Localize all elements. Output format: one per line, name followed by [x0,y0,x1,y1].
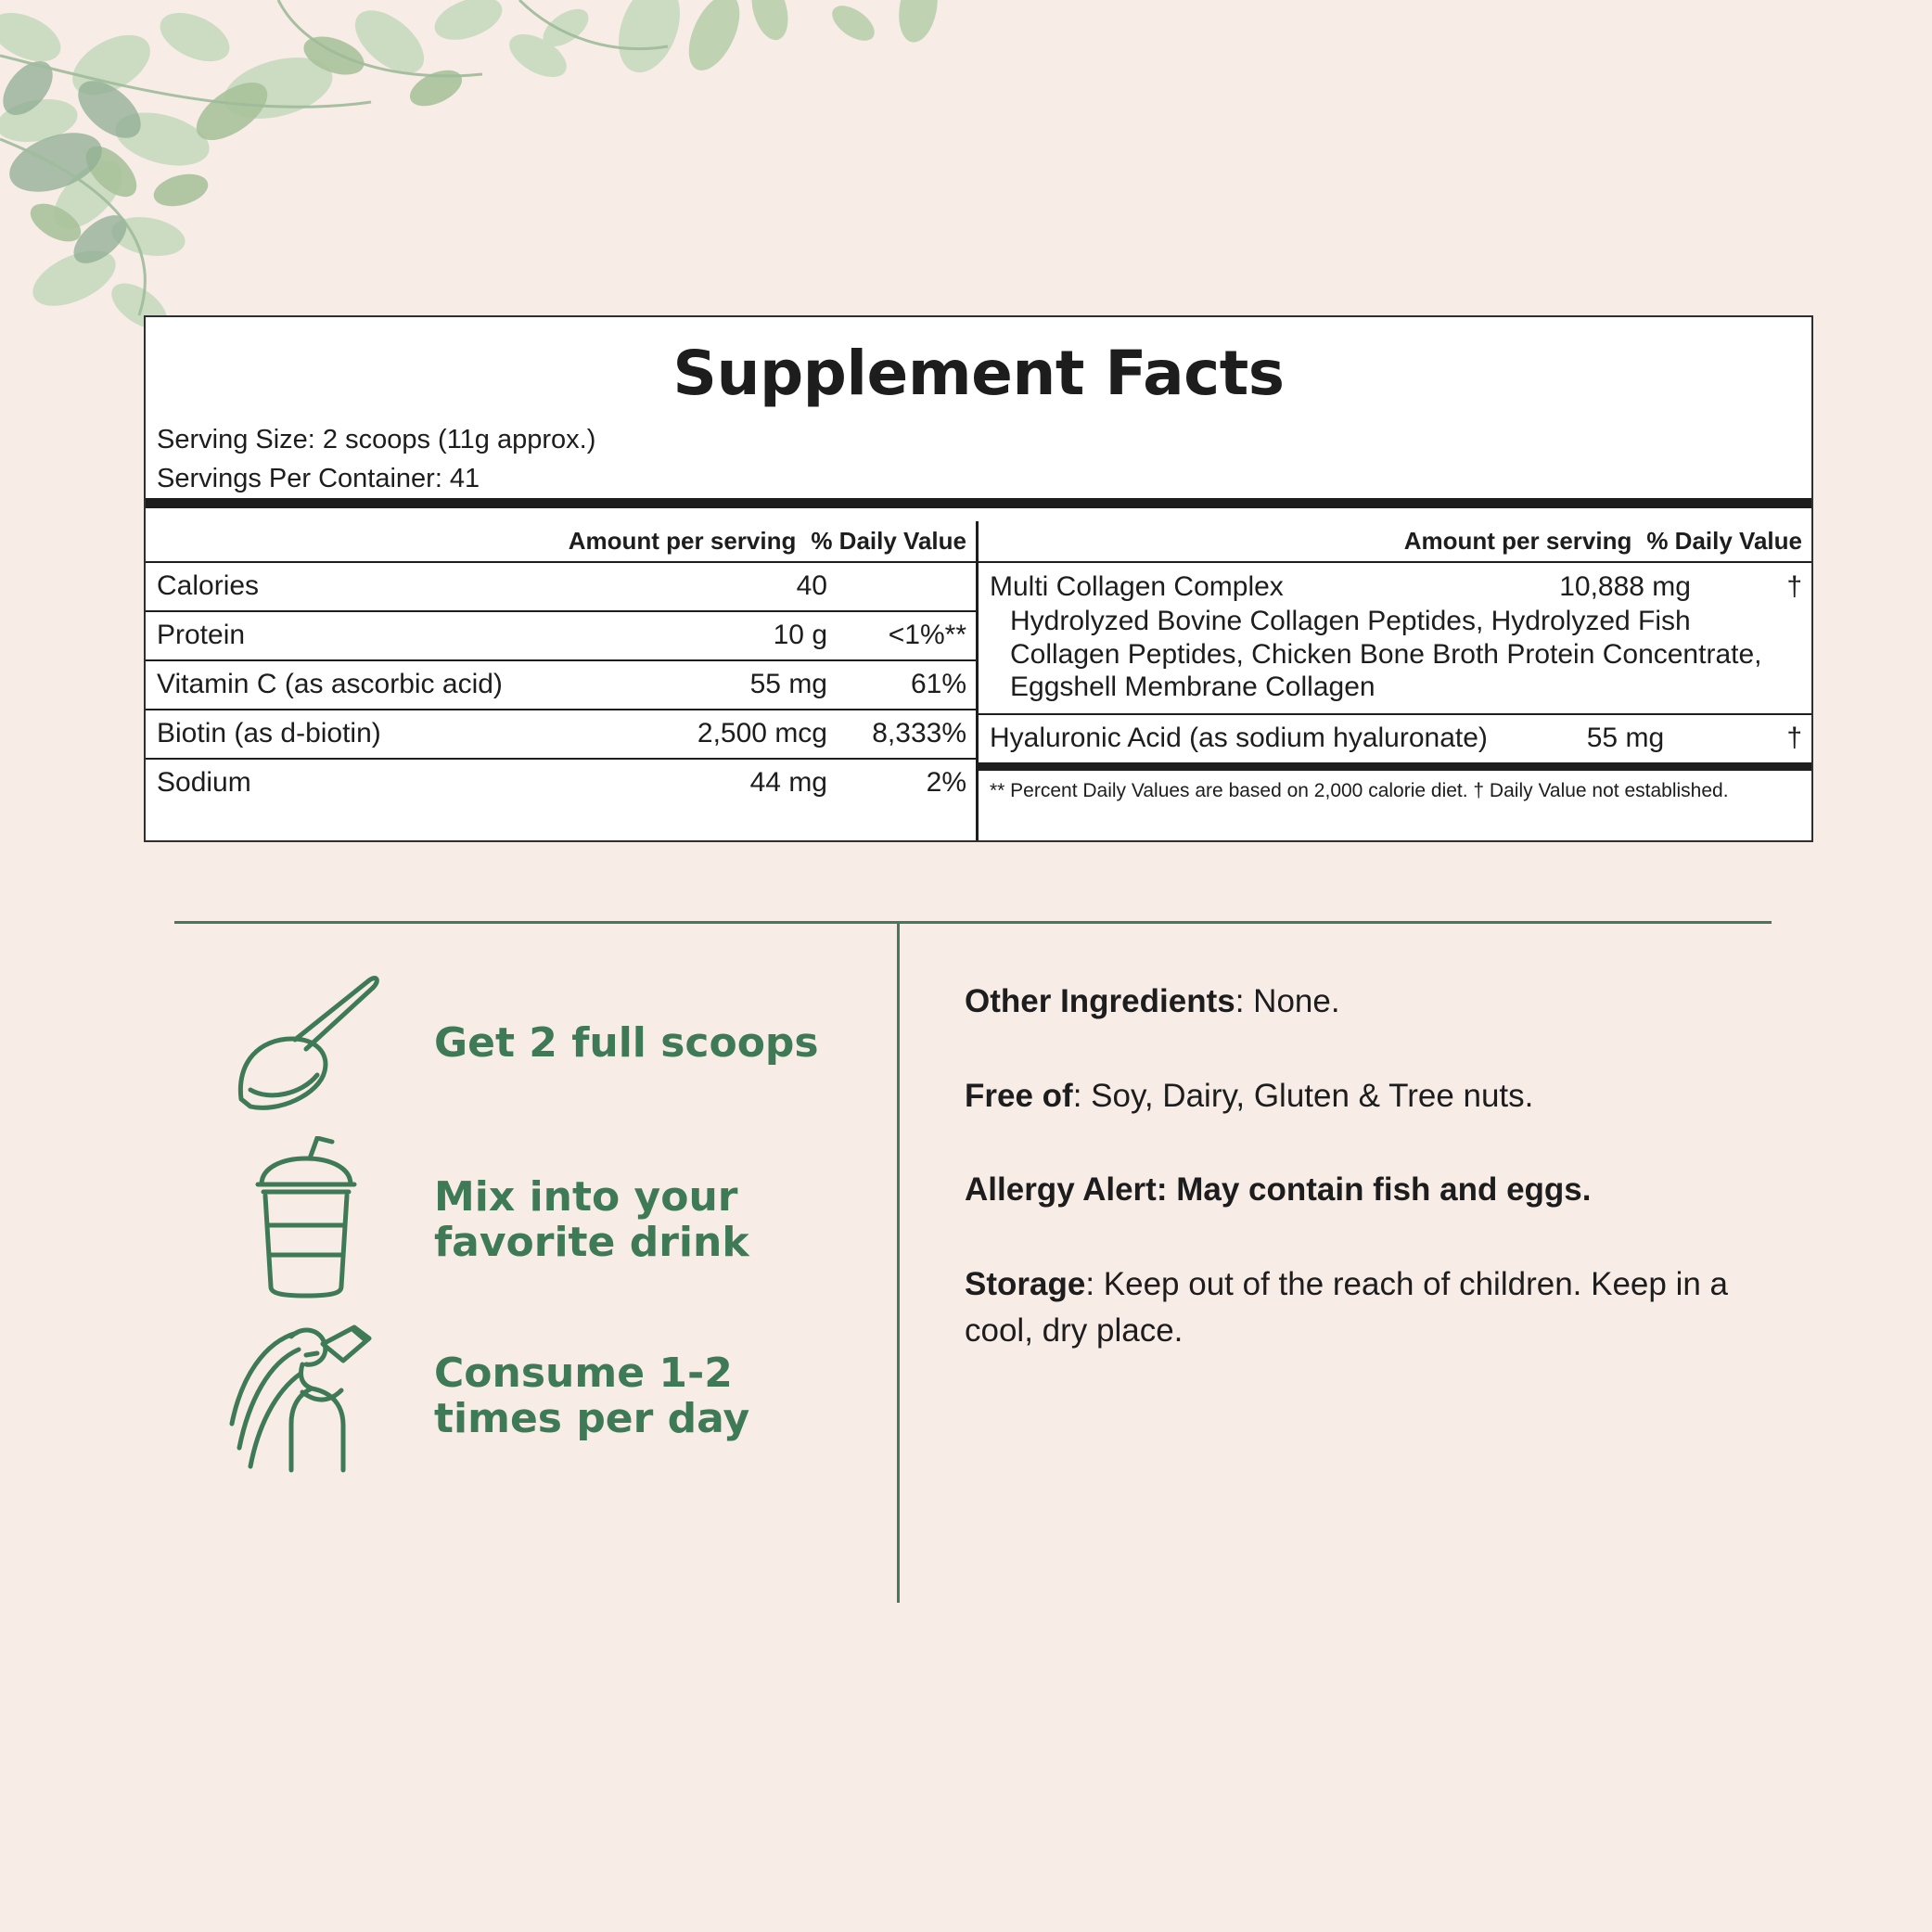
nutrient-amount: 2,500 mcg [697,718,827,749]
nutrient-name: Protein [157,620,246,651]
nutrient-amount: 55 mg [749,669,827,700]
table-row [146,563,976,610]
usage-label: Get 2 full scoops [434,1019,819,1068]
header-daily-value: % Daily Value [1646,527,1802,556]
servings-per-container: Servings Per Container: 41 [157,464,480,494]
nutrient-amount: 40 [796,570,827,602]
header-daily-value: % Daily Value [811,527,966,556]
nutrient-name: Calories [157,570,260,602]
nutrient-name: Sodium [157,767,251,799]
usage-label: Mix into your favorite drink [434,1172,749,1266]
serving-size: Serving Size: 2 scoops (11g approx.) [157,425,596,454]
drink-cup-icon [213,1132,399,1308]
header-amount-per-serving: Amount per serving [1403,527,1632,556]
section-divider-vertical [897,921,900,1603]
nutrient-amount: 10 g [773,620,827,651]
complex-name: Multi Collagen Complex [990,571,1284,603]
daily-value-footnote: ** Percent Daily Values are based on 2,000 calorie diet. † Daily Value not established. [990,779,1729,801]
allergy-alert-label: Allergy Alert: May contain fish and eggs. [965,1171,1592,1209]
storage-value: : Keep out of the reach of children. Keep in a cool, dry place. [965,1266,1728,1349]
column-header-left [146,521,976,561]
complex-dv: † [1786,571,1802,603]
nutrient-dv: † [1786,722,1802,753]
free-of-value: : Soy, Dairy, Gluten & Tree nuts. [1072,1077,1534,1114]
table-row [146,612,976,659]
nutrient-dv: 2% [926,767,966,799]
list-item [213,1308,863,1484]
ingredient-complex [979,563,1811,713]
nutrient-dv: 61% [910,669,966,700]
list-item [213,1132,863,1308]
allergy-alert [965,1167,1753,1213]
page-title: Supplement Facts [672,338,1285,409]
scoop-icon [213,955,399,1132]
complex-amount: 10,888 mg [1559,571,1691,603]
nutrient-amount: 44 mg [749,767,827,799]
column-header-right [979,521,1811,561]
other-ingredients-value: : None. [1235,983,1340,1019]
usage-label: Consume 1-2 times per day [434,1349,750,1442]
table-row [146,661,976,709]
product-info [965,979,1753,1401]
nutrient-name: Biotin (as d-biotin) [157,718,381,749]
other-ingredients [965,979,1753,1025]
table-row [979,715,1811,762]
column-spacer [146,807,976,840]
list-item [213,955,863,1132]
storage [965,1261,1753,1353]
header-amount-per-serving: Amount per serving [568,527,797,556]
table-row [146,710,976,758]
free-of-label: Free of [965,1077,1073,1114]
other-ingredients-label: Other Ingredients [965,983,1235,1019]
nutrition-column-right [979,521,1811,840]
nutrient-name: Vitamin C (as ascorbic acid) [157,669,503,700]
table-row [146,760,976,807]
usage-instructions [213,955,863,1484]
nutrient-dv: <1%** [888,620,966,651]
serving-info [146,420,1811,498]
person-drinking-icon [213,1308,399,1484]
nutrient-name: Hyaluronic Acid (as sodium hyaluronate) [990,722,1488,753]
complex-subingredients: Hydrolyzed Bovine Collagen Peptides, Hydrolyzed Fish Collagen Peptides, Chicken Bone Broth Protein Concentrate, Eggshell Membrane Collagen [1010,606,1762,703]
section-divider-horizontal [174,921,1772,924]
nutrition-column-left [146,521,979,840]
divider-medium [979,762,1811,771]
free-of [965,1073,1753,1120]
supplement-facts-panel [144,315,1813,842]
nutrient-amount: 55 mg [1586,722,1665,753]
storage-label: Storage [965,1266,1086,1303]
divider-thick-top [146,498,1811,508]
nutrition-columns [146,521,1811,840]
nutrient-dv: 8,333% [872,718,966,749]
